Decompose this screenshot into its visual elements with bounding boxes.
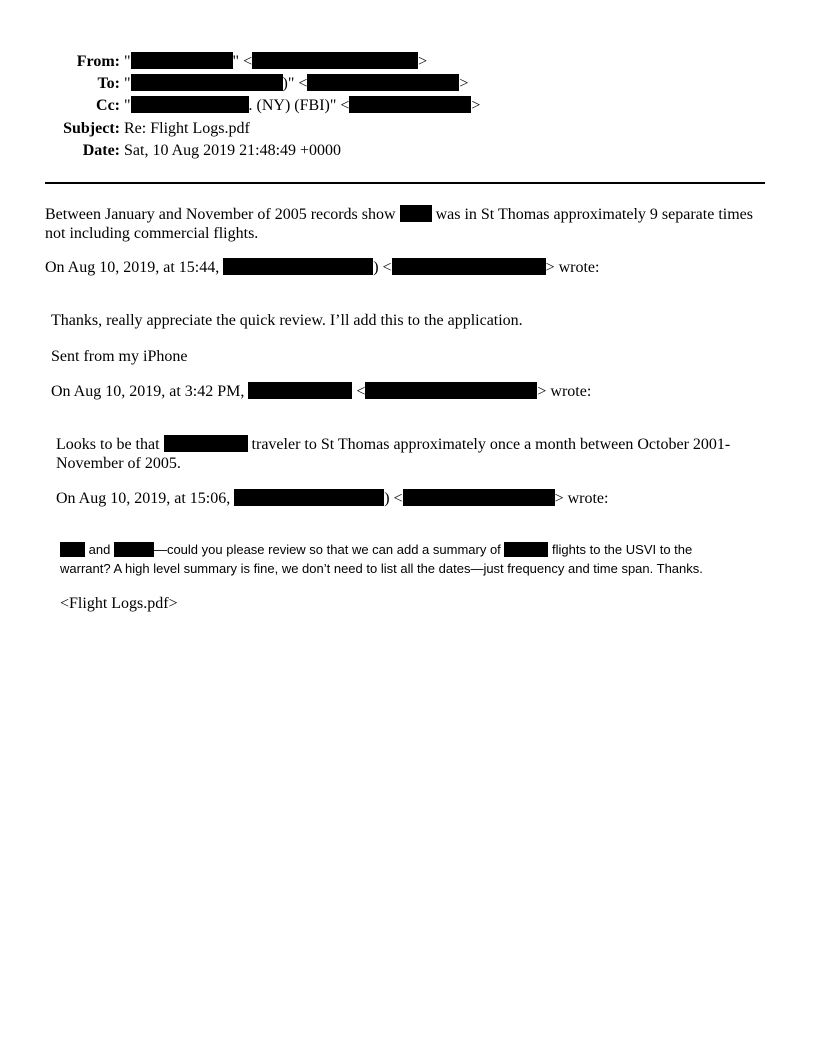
- quote-attribution-2: On Aug 10, 2019, at 3:42 PM, < > wrote:: [51, 383, 592, 400]
- redaction-block: [164, 435, 248, 452]
- from-label: From:: [76, 53, 120, 70]
- redaction-block: [504, 542, 548, 557]
- quote-attribution-3: On Aug 10, 2019, at 15:06, ) < > wrote:: [56, 490, 609, 507]
- redaction-block: [223, 258, 373, 275]
- redaction-block: [252, 52, 418, 69]
- date-value: Sat, 10 Aug 2019 21:48:49 +0000: [124, 142, 342, 159]
- message-paragraph-1: Between January and November of 2005 records show was in St Thomas approximately 9 separate times not including commercial flights.: [45, 206, 753, 242]
- message-paragraph-4: and —could you please review so that we can add a summary of flights to the USVI to the warrant? A high level summary is fine, we don’t need to list all the dates—just frequency and time span. Thanks.: [60, 542, 703, 576]
- redaction-block: [365, 382, 537, 399]
- redaction-block: [60, 542, 85, 557]
- redaction-block: [403, 489, 555, 506]
- message-paragraph-2: Thanks, really appreciate the quick review. I’ll add this to the application.: [51, 312, 523, 329]
- redaction-block: [248, 382, 352, 399]
- to-value: " )" < >: [124, 75, 469, 92]
- signature-line: Sent from my iPhone: [51, 348, 188, 365]
- redaction-block: [131, 74, 283, 91]
- message-paragraph-3: Looks to be that traveler to St Thomas approximately once a month between October 2001- November of 2005.: [56, 436, 731, 472]
- subject-label: Subject:: [63, 120, 120, 137]
- redaction-block: [392, 258, 546, 275]
- redaction-block: [131, 96, 249, 113]
- redaction-block: [234, 489, 384, 506]
- subject-value: Re: Flight Logs.pdf: [124, 120, 250, 137]
- attachment-link[interactable]: <Flight Logs.pdf>: [60, 595, 178, 612]
- cc-label: Cc:: [96, 97, 120, 114]
- to-label: To:: [97, 75, 120, 92]
- redaction-block: [349, 96, 471, 113]
- cc-value: " . (NY) (FBI)" < >: [124, 97, 481, 114]
- date-label: Date:: [82, 142, 120, 159]
- from-value: " " < >: [124, 53, 428, 70]
- redaction-block: [307, 74, 459, 91]
- redaction-block: [400, 205, 432, 222]
- header-divider: [45, 182, 765, 184]
- redaction-block: [131, 52, 233, 69]
- redaction-block: [114, 542, 154, 557]
- quote-attribution-1: On Aug 10, 2019, at 15:44, ) < > wrote:: [45, 259, 600, 276]
